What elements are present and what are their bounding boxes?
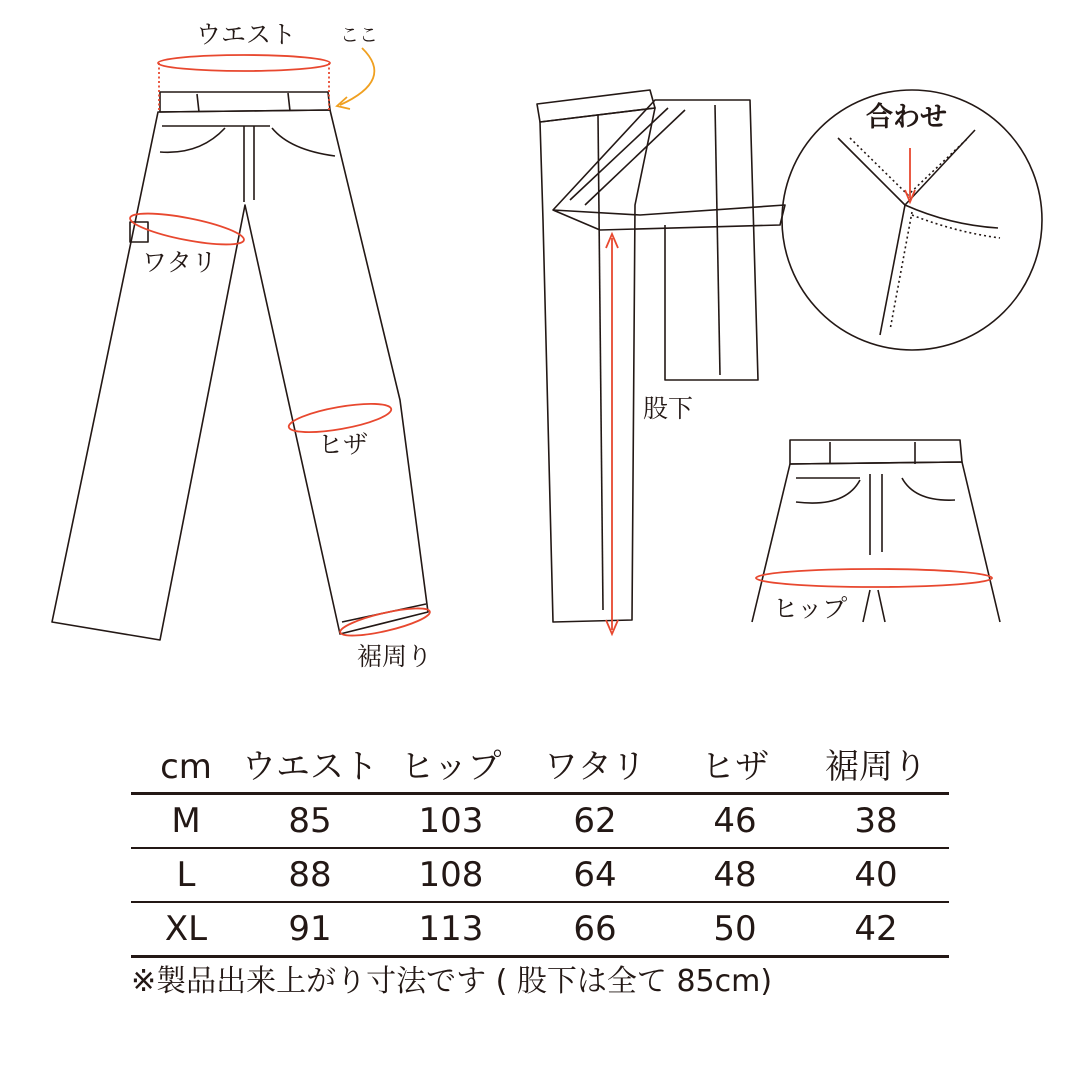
footnote: ※製品出来上がり寸法です ( 股下は全て 85cm) [131,964,773,999]
table-cell: 50 [667,902,803,957]
table-cell: 108 [379,848,523,902]
size-label: L [131,848,241,902]
header-waist: ウエスト [241,742,379,794]
waist-measure-mark [158,55,330,110]
header-susomawari: 裾周り [803,742,949,794]
table-row [131,848,949,902]
header-unit: cm [131,742,241,794]
front-pants-illustration [52,92,428,640]
label-matashita: 股下 [643,394,694,423]
table-cell: 88 [241,848,379,902]
watari-measure-mark [128,207,246,251]
table-cell: 91 [241,902,379,957]
table-cell: 46 [667,794,803,849]
label-awase: 合わせ [866,102,947,133]
table-cell: 103 [379,794,523,849]
label-hip: ヒップ [773,594,848,623]
table-cell: 113 [379,902,523,957]
matashita-measure-arrow [606,234,618,634]
table-cell: 40 [803,848,949,902]
table-cell: 64 [523,848,667,902]
label-watari: ワタリ [142,248,217,277]
header-watari: ワタリ [523,742,667,794]
table-cell: 42 [803,902,949,957]
header-hiza: ヒザ [667,742,803,794]
table-cell: 62 [523,794,667,849]
size-label: XL [131,902,241,957]
table-row [131,794,949,849]
koko-pointer-arrow [337,48,374,109]
awase-point-arrow [905,148,915,202]
table-cell: 38 [803,794,949,849]
hip-measure-mark [756,569,992,587]
table-row [131,902,949,957]
label-koko: ここ [340,24,379,46]
table-cell: 85 [241,794,379,849]
label-waist: ウエスト [196,20,297,49]
size-table [131,742,949,958]
side-pants-illustration [537,90,785,622]
label-susomawari: 裾周り [357,642,433,671]
table-cell: 66 [523,902,667,957]
header-hip: ヒップ [379,742,523,794]
label-hiza: ヒザ [318,430,369,459]
table-cell: 48 [667,848,803,902]
size-label: M [131,794,241,849]
table-header-row [131,742,949,794]
